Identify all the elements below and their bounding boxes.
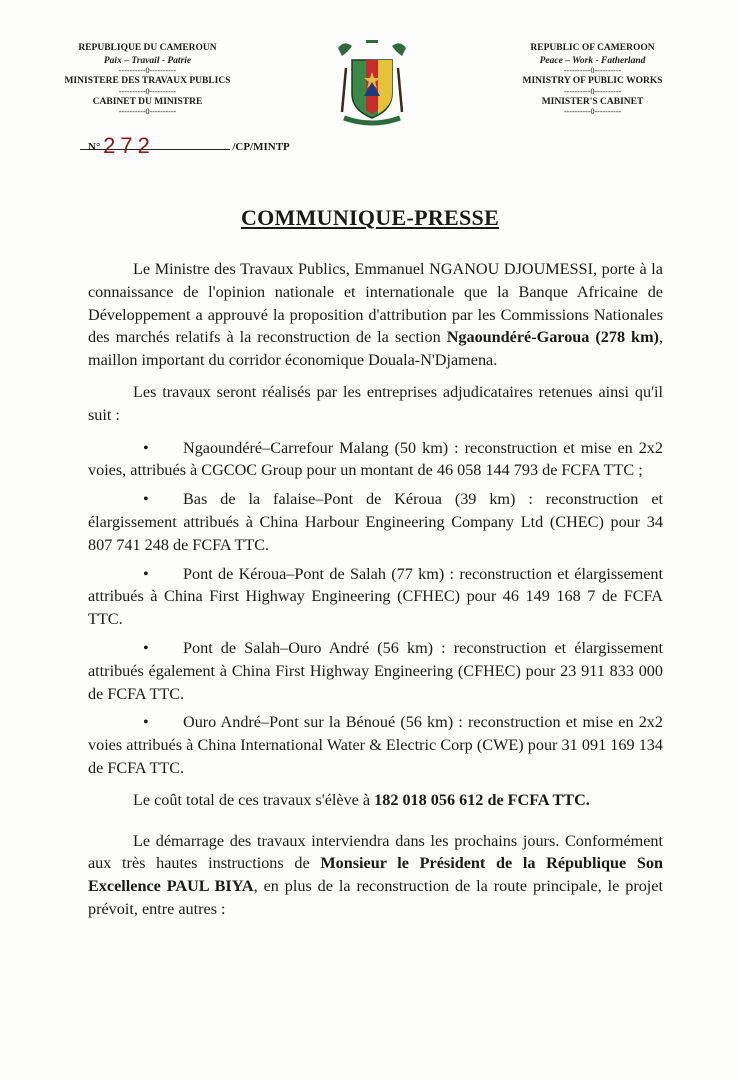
- list-item: [88, 637, 663, 705]
- list-item-text: Pont de Kéroua–Pont de Salah (77 km) : reconstruction et élargissement attribués à China First Highway Engineering (CFHEC) pour 46 149 168 7 de FCFA TTC.: [88, 564, 663, 629]
- paragraph-total-cost: [88, 789, 663, 812]
- list-item-text: Bas de la falaise–Pont de Kéroua (39 km) : reconstruction et élargissement attribués à China Harbour Engineering Company Ltd (CHEC) pour 34 807 741 248 de FCFA TTC.: [88, 490, 663, 554]
- paragraph-text: Le démarrage des travaux interviendra dans les prochains jours. Conformément aux très hautes instructions de: [88, 831, 663, 873]
- cabinet-name-fr: CABINET DU MINISTRE: [92, 96, 203, 107]
- header-left: [55, 42, 240, 116]
- document-body: [88, 258, 663, 921]
- list-item: [88, 711, 663, 779]
- country-name-fr: REPUBLIQUE DU CAMEROUN: [78, 43, 217, 53]
- reference-number: [88, 130, 290, 156]
- paragraph-text: , en plus de la reconstruction de la route principale, le projet prévoit, entre autres :: [88, 877, 663, 918]
- separator: ----------0----------: [118, 86, 177, 96]
- reference-handwritten-number: 272: [103, 133, 155, 158]
- document-title: COMMUNIQUE-PRESSE: [240, 205, 500, 230]
- list-item: [88, 488, 663, 556]
- separator: ----------0----------: [563, 86, 622, 96]
- list-item-text: Ouro André–Pont sur la Bénoué (56 km) : reconstruction et mise en 2x2 voies attribués à China International Water & Electric Corp (CWE) pour 31 091 169 134 de FCFA TTC.: [88, 713, 663, 777]
- president-mention: Monsieur le Président de la République Son Excellence PAUL BIYA: [88, 854, 663, 896]
- paragraph-text: Le coût total de ces travaux s'élève à: [133, 790, 375, 809]
- cabinet-name-en: MINISTER'S CABINET: [541, 96, 644, 107]
- reference-suffix: /CP/MINTP: [232, 141, 290, 153]
- separator: ----------0----------: [118, 66, 177, 75]
- list-item-text: Ngaoundéré–Carrefour Malang (50 km) : reconstruction et mise en 2x2 voies, attribués à CGCOC Group pour un montant de 46 058 144 793 de FCFA TTC ;: [88, 438, 663, 480]
- paragraph-text: , maillon important du corridor économique Douala-N'Djamena.: [88, 328, 663, 370]
- bullet: •: [143, 438, 149, 457]
- paragraph-works: Les travaux seront réalisés par les entreprises adjudicataires retenues ainsi qu'il suit :: [88, 382, 663, 424]
- coat-of-arms-icon: [330, 38, 414, 128]
- country-name-en: REPUBLIC OF CAMEROON: [530, 43, 655, 53]
- separator: ----------0----------: [563, 66, 622, 75]
- ministry-name-en: MINISTRY OF PUBLIC WORKS: [522, 76, 663, 86]
- motto-fr: Paix – Travail - Patrie: [103, 55, 192, 66]
- bullet: •: [143, 638, 149, 657]
- separator: ----------0----------: [563, 107, 622, 116]
- bullet: •: [143, 490, 149, 509]
- list-item: [88, 563, 663, 631]
- reference-prefix: N°: [88, 141, 101, 153]
- list-item: [88, 437, 663, 483]
- bullet: •: [143, 713, 149, 732]
- list-item-text: Pont de Salah–Ouro André (56 km) : reconstruction et élargissement attribués également à China First Highway Engineering (CFHEC) pour 23 911 833 000 de FCFA TTC.: [88, 638, 663, 703]
- total-cost-value: 182 018 056 612 de FCFA TTC.: [374, 790, 590, 809]
- motto-en: Peace – Work - Fatherland: [539, 55, 646, 66]
- paragraph-text: Le Ministre des Travaux Publics, Emmanuel NGANOU DJOUMESSI, porte à la connaissance de l'opinion nationale et internationale que la Banque Africaine de Développement a approuvé la proposition d'attribution par les Commissions Nationales des marchés relatifs à la reconstruction de la section: [88, 260, 663, 347]
- separator: ----------0----------: [118, 107, 177, 116]
- header-right: [505, 42, 680, 116]
- section-highlight: Ngaoundéré-Garoua (278 km): [446, 328, 659, 347]
- bullet: •: [143, 564, 149, 583]
- paragraph-intro: [88, 258, 663, 372]
- ministry-name-fr: MINISTERE DES TRAVAUX PUBLICS: [64, 76, 231, 86]
- contracts-list: [88, 437, 663, 780]
- paragraph-start: [88, 830, 663, 921]
